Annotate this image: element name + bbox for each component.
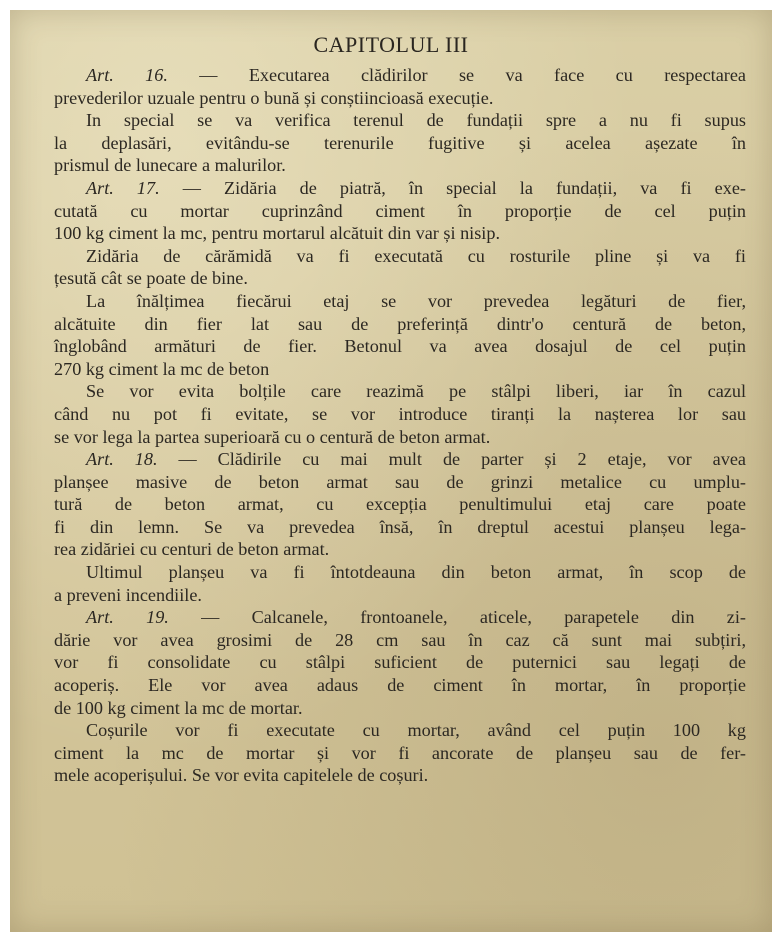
text-line bbox=[54, 629, 746, 652]
text-line bbox=[54, 719, 746, 742]
scanned-page bbox=[10, 10, 772, 932]
text-line bbox=[54, 606, 746, 629]
text-line bbox=[54, 109, 746, 132]
text-line bbox=[54, 132, 746, 155]
line-text: — Executarea clădirilor se va face cu respectarea bbox=[167, 65, 746, 85]
line-text: vor fi consolidate cu stâlpi suficient de puternici sau legați de bbox=[54, 652, 746, 673]
text-line bbox=[54, 516, 746, 539]
chapter-heading: CAPITOLUL III bbox=[313, 32, 469, 57]
text-line bbox=[54, 313, 746, 336]
text-line bbox=[54, 380, 746, 403]
text-line bbox=[54, 561, 746, 584]
line-text: la deplasări, evitându-se terenurile fugitive și acelea așezate în bbox=[54, 132, 746, 153]
text-line bbox=[54, 538, 746, 561]
text-line bbox=[54, 335, 746, 358]
text-line bbox=[54, 742, 746, 765]
line-text: fi din lemn. Se va prevedea însă, în dreptul acestui planșeu lega- bbox=[54, 516, 746, 537]
text-line bbox=[54, 200, 746, 223]
line-text: acoperiș. Ele vor avea adaus de ciment în mortar, în proporție bbox=[54, 675, 746, 696]
line-text: când nu pot fi evitate, se vor introduce tiranți la nașterea lor sau bbox=[54, 403, 746, 424]
line-text: planșee masive de beton armat sau de grinzi metalice cu umplu- bbox=[54, 471, 746, 492]
line-text: Se vor evita bolțile care reazimă pe stâlpi liberi, iar în cazul bbox=[86, 381, 746, 402]
line-text: de 100 kg ciment la mc de mortar. bbox=[54, 697, 303, 718]
text-line bbox=[54, 764, 746, 787]
text-line bbox=[54, 403, 746, 426]
article-number: Art. 16. bbox=[86, 65, 168, 85]
line-text: 100 kg ciment la mc, pentru mortarul alcătuit din var și nisip. bbox=[54, 223, 500, 244]
text-line bbox=[54, 154, 746, 177]
text-line bbox=[54, 426, 746, 449]
article-number: Art. 19. bbox=[86, 607, 169, 628]
line-text: rea zidăriei cu centuri de beton armat. bbox=[54, 539, 330, 560]
text-line bbox=[54, 245, 746, 268]
text-line bbox=[54, 471, 746, 494]
text-line bbox=[54, 584, 746, 607]
line-text: — Calcanele, frontoanele, aticele, parapetele din zi- bbox=[168, 607, 746, 628]
line-text: cutată cu mortar cuprinzând ciment în proporție de cel puțin bbox=[54, 200, 746, 221]
line-text: tură de beton armat, cu excepția penultimului etaj care poate bbox=[54, 494, 746, 515]
line-text: se vor lega la partea superioară cu o centură de beton armat. bbox=[54, 426, 491, 447]
text-line bbox=[54, 267, 746, 290]
line-text: Zidăria de cărămidă va fi executată cu rosturile pline și va fi bbox=[86, 245, 746, 266]
line-text: mele acoperișului. Se vor evita capitelele de coșuri. bbox=[54, 765, 429, 786]
text-line bbox=[54, 697, 746, 720]
text-line bbox=[54, 290, 746, 313]
text-line bbox=[54, 177, 746, 200]
text-line bbox=[54, 651, 746, 674]
line-text: — Zidăria de piatră, în special la fundații, va fi exe- bbox=[159, 177, 746, 198]
text-line bbox=[54, 674, 746, 697]
article-number: Art. 18. bbox=[86, 449, 158, 470]
line-text: a preveni incendiile. bbox=[54, 584, 202, 605]
line-text: Ultimul planșeu va fi întotdeauna din beton armat, în scop de bbox=[86, 562, 746, 583]
line-text: alcătuite din fier lat sau de preferință dintr'o centură de beton, bbox=[54, 313, 746, 334]
line-text: Coșurile vor fi executate cu mortar, având cel puțin 100 kg bbox=[86, 720, 746, 741]
line-text: La înălțimea fiecărui etaj se vor prevedea legături de fier, bbox=[86, 290, 746, 311]
line-text: țesută cât se poate de bine. bbox=[54, 268, 248, 289]
line-text: In special se va verifica terenul de fundații spre a nu fi supus bbox=[86, 110, 746, 131]
text-line bbox=[54, 358, 746, 381]
line-text: prevederilor uzuale pentru o bună și conștiincioasă execuție. bbox=[54, 87, 494, 108]
text-line bbox=[54, 222, 746, 245]
text-line bbox=[54, 493, 746, 516]
line-text: dărie vor avea grosimi de 28 cm sau în caz că sunt mai subțiri, bbox=[54, 629, 746, 650]
line-text: înglobând armături de fier. Betonul va avea dosajul de cel puțin bbox=[54, 336, 746, 357]
line-text: — Clădirile cu mai mult de parter și 2 etaje, vor avea bbox=[157, 449, 746, 470]
line-text: ciment la mc de mortar și vor fi ancorate de planșeu sau de fer- bbox=[54, 742, 746, 763]
chapter-body bbox=[54, 64, 746, 787]
text-line bbox=[54, 64, 746, 87]
line-text: prismul de lunecare a malurilor. bbox=[54, 155, 286, 176]
text-line bbox=[54, 448, 746, 471]
article-number: Art. 17. bbox=[86, 177, 160, 198]
line-text: 270 kg ciment la mc de beton bbox=[54, 358, 270, 379]
text-line bbox=[54, 87, 746, 110]
